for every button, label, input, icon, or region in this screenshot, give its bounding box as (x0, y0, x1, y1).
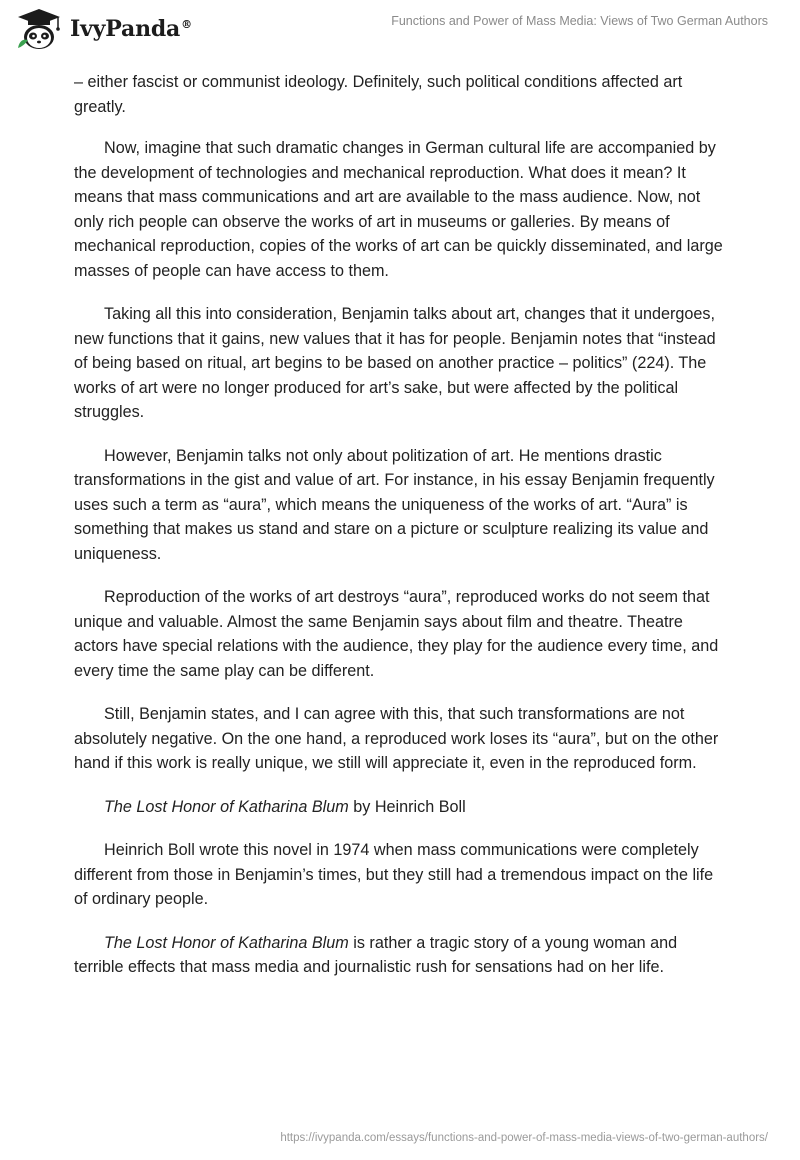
logo-wordmark: IvyPanda® (70, 16, 192, 42)
paragraph: Heinrich Boll wrote this novel in 1974 when mass communications were completely different from those in Benjamin’s times, but they still had a tremendous impact on the life of ordinary people. (74, 841, 714, 908)
page-header (0, 0, 800, 60)
section-heading: The Lost Honor of Katharina Blum by Heinrich Boll (104, 797, 466, 816)
paragraph: Reproduction of the works of art destroys “aura”, reproduced works do not seem that unique and valuable. Almost the same Benjamin says about film and theatre. Theatre actors have special relations with the audience, they play for the audience every time, and every time the same play can be different. (74, 588, 719, 680)
ivypanda-logo[interactable] (14, 8, 192, 50)
paragraph: The Lost Honor of Katharina Blum is rather a tragic story of a young woman and terrible effects that mass media and journalistic rush for sensations had on her life. (74, 933, 678, 976)
paragraph: However, Benjamin talks not only about politization of art. He mentions drastic transformations in the gist and value of art. For instance, in his essay Benjamin frequently uses such a term as “aura”, which means the uniqueness of the works of art. “Aura” is something that makes us stand and stare on a picture or sculpture realizing its value and uniqueness. (74, 446, 715, 563)
paragraph: Still, Benjamin states, and I can agree with this, that such transformations are not absolutely negative. On the one hand, a reproduced work loses its “aura”, but on the other hand if this work is really unique, we still will appreciate it, even in the reproduced form. (74, 705, 719, 772)
essay-body (74, 70, 730, 999)
paragraph: – either fascist or communist ideology. Definitely, such political conditions affected art greatly. (74, 73, 683, 116)
book-title: The Lost Honor of Katharina Blum (104, 933, 349, 952)
document-title: Functions and Power of Mass Media: Views of Two German Authors (391, 14, 768, 28)
paragraph: Taking all this into consideration, Benjamin talks about art, changes that it undergoes, new functions that it gains, new values that it has for people. Benjamin notes that “instead of being based on ritual, art begins to be based on another practice – politics” (224). The works of art were no longer produced for art’s sake, but were affected by the political struggles. (74, 305, 716, 421)
source-url[interactable]: https://ivypanda.com/essays/functions-and-power-of-mass-media-views-of-two-german-authors/ (280, 1132, 768, 1144)
panda-graduate-icon (14, 8, 64, 50)
paragraph: Now, imagine that such dramatic changes in German cultural life are accompanied by the development of technologies and mechanical reproduction. What does it mean? It means that mass communications and art are available to the mass audience. Now, not only rich people can observe the works of art in museums or galleries. By means of mechanical reproduction, copies of the works of art can be quickly disseminated, and large masses of people can have access to them. (74, 139, 723, 280)
book-title: The Lost Honor of Katharina Blum (104, 797, 349, 816)
